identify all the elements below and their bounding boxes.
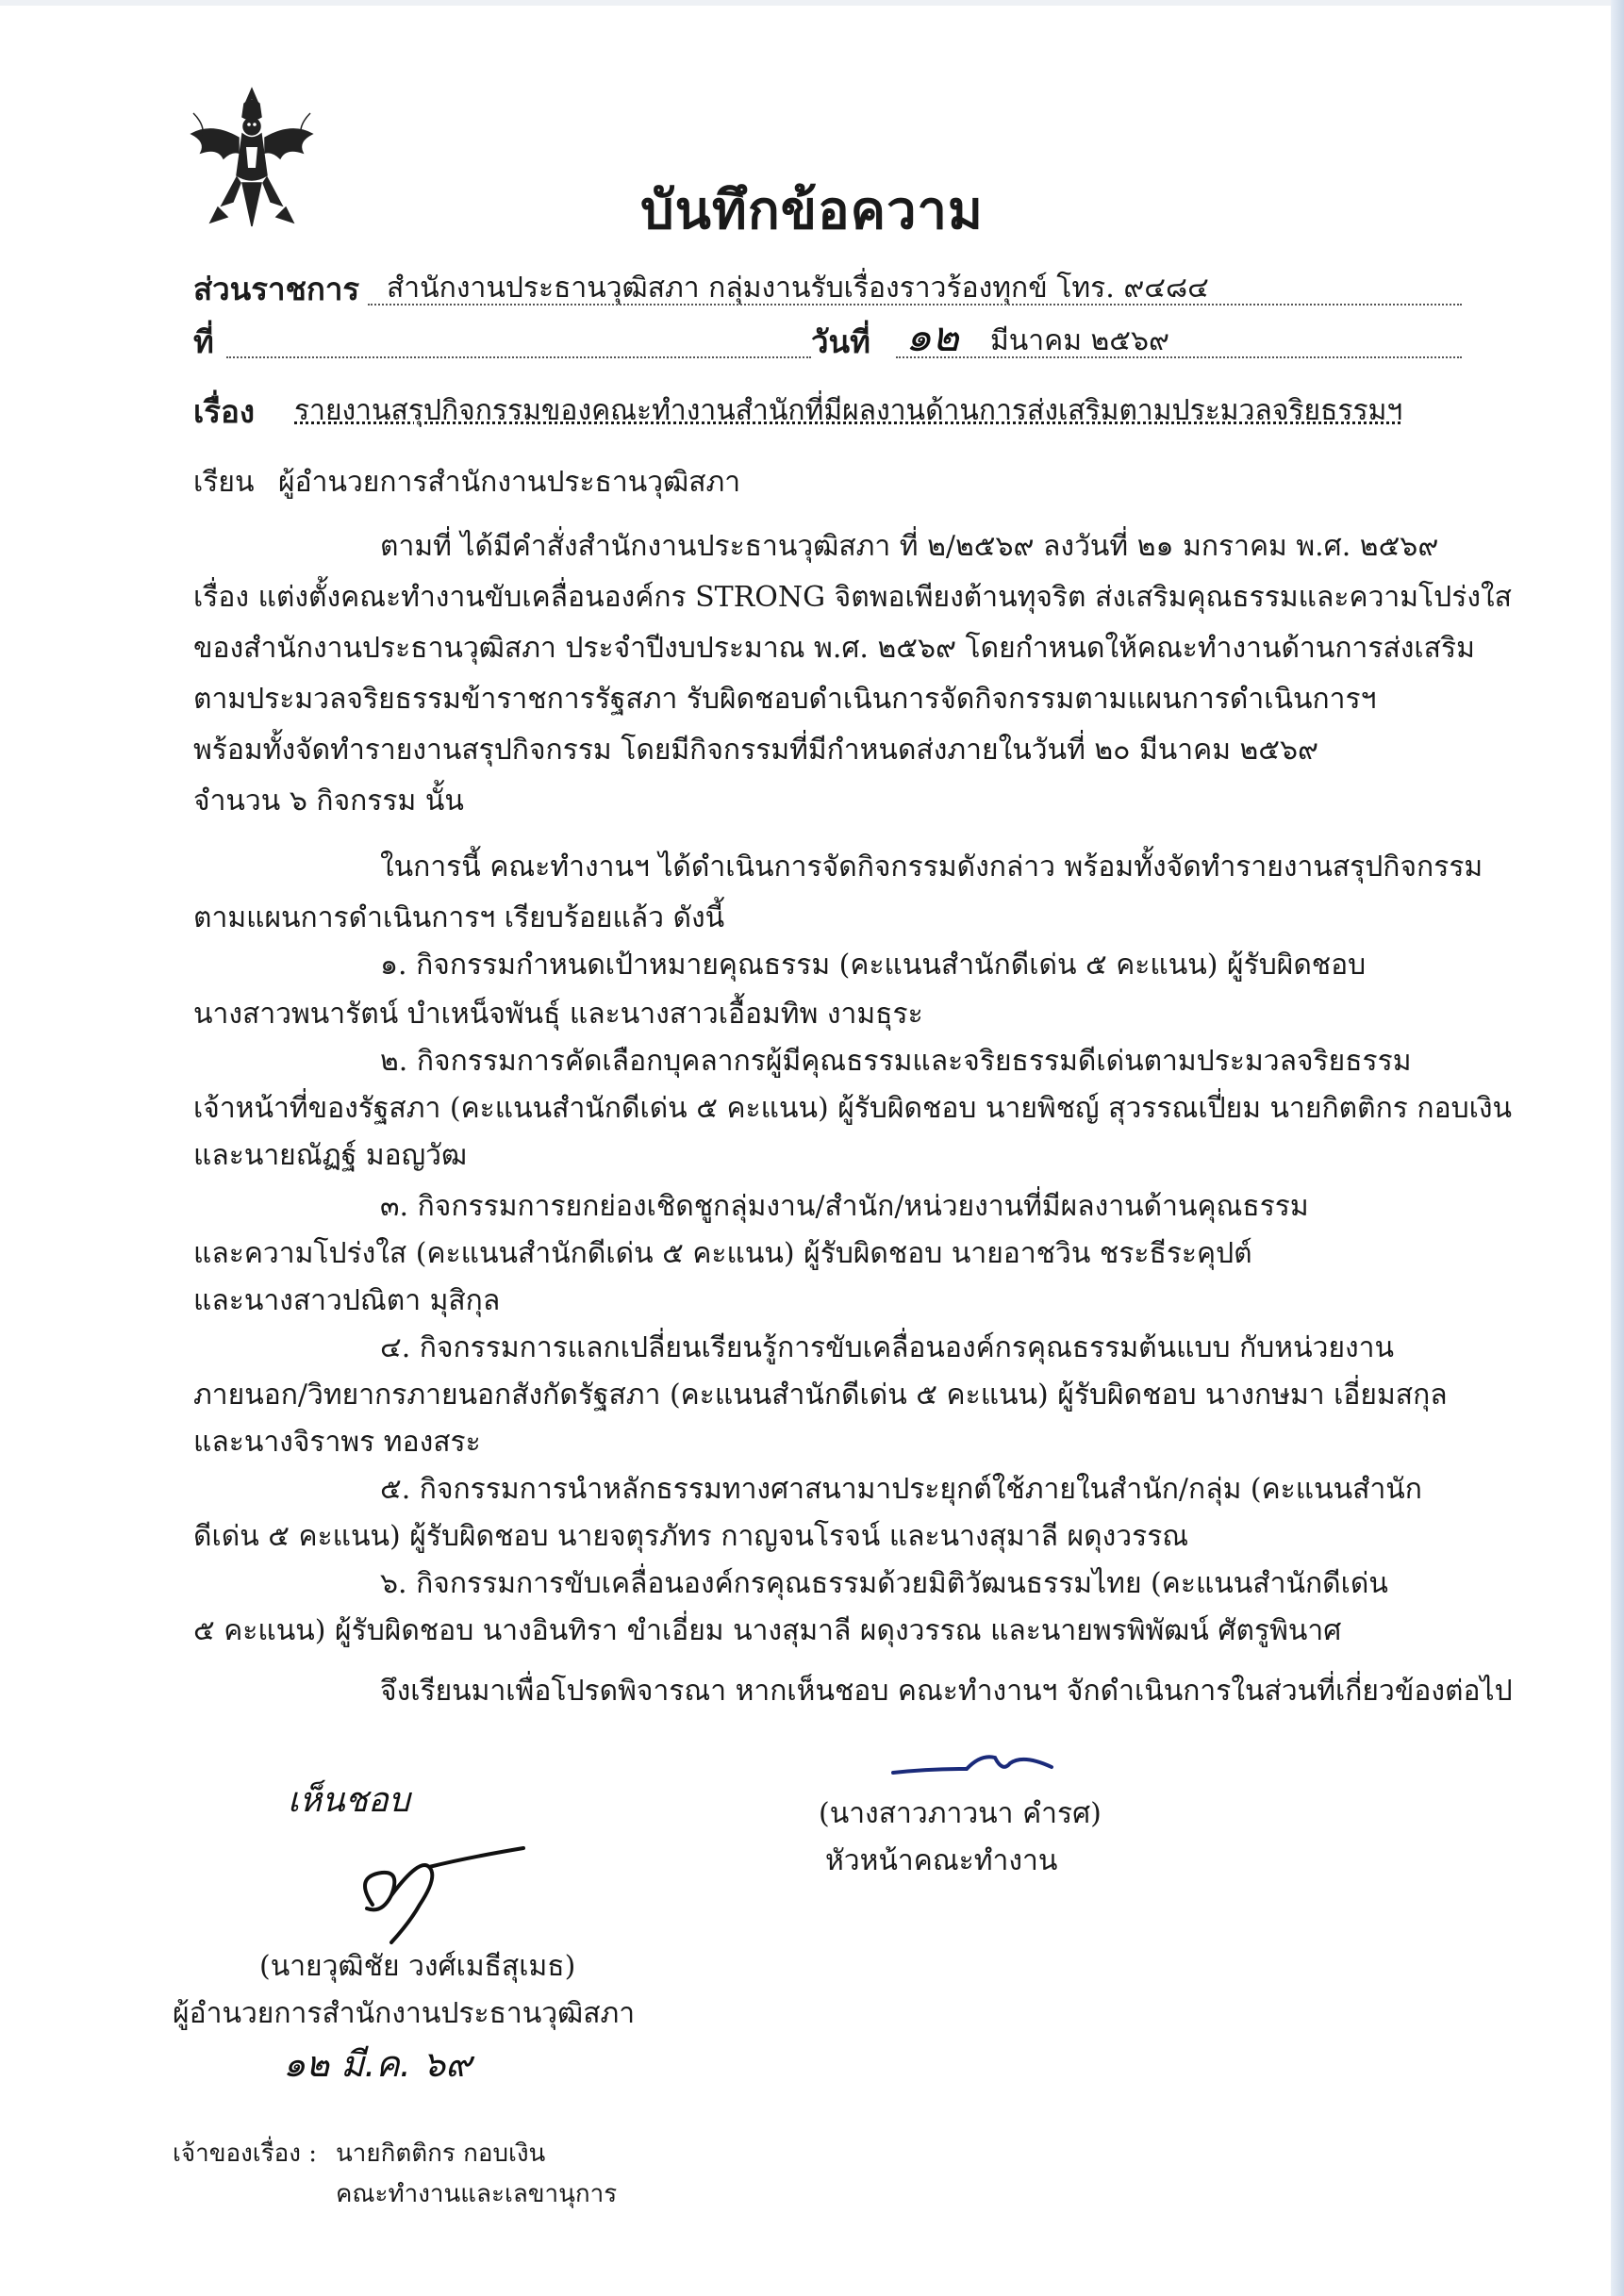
doc-number-label: ที่ xyxy=(193,323,214,360)
body-line: เรื่อง แต่งตั้งคณะทำงานขับเคลื่อนองค์กร STRONG จิตพอเพียงต้านทุจริต ส่งเสริมคุณธรรมและความโปร่งใส xyxy=(193,581,1512,614)
owner-label: เจ้าของเรื่อง : xyxy=(173,2139,317,2168)
subject-value: รายงานสรุปกิจกรรมของคณะทำงานสำนักที่มีผลงานด้านการส่งเสริมตามประมวลจริยธรรมฯ xyxy=(294,394,1403,427)
document-title: บันทึกข้อความ xyxy=(640,179,984,241)
body-line: ตามที่ ได้มีคำสั่งสำนักงานประธานวุฒิสภา ที่ ๒/๒๕๖๙ ลงวันที่ ๒๑ มกราคม พ.ศ. ๒๕๖๙ xyxy=(380,530,1439,563)
body-line: ตามประมวลจริยธรรมข้าราชการรัฐสภา รับผิดชอบดำเนินการจัดกิจกรรมตามแผนการดำเนินการฯ xyxy=(193,683,1377,716)
director-position: ผู้อำนวยการสำนักงานประธานวุฒิสภา xyxy=(173,1997,636,2030)
body-line: ในการนี้ คณะทำงานฯ ได้ดำเนินการจัดกิจกรรมดังกล่าว พร้อมทั้งจัดทำรายงานสรุปกิจกรรม xyxy=(380,851,1483,884)
body-line: เจ้าหน้าที่ของรัฐสภา (คะแนนสำนักดีเด่น ๕ คะแนน) ผู้รับผิดชอบ นายพิชญ์ สุวรรณเปี่ยม นายกิตติกร กอบเงิน xyxy=(193,1092,1513,1125)
activity-item: ๖. กิจกรรมการขับเคลื่อนองค์กรคุณธรรมด้วยมิติวัฒนธรรมไทย (คะแนนสำนักดีเด่น xyxy=(380,1567,1388,1600)
signer-right-name: (นางสาวภาวนา คำรศ) xyxy=(819,1797,1102,1830)
owner-unit: คณะทำงานและเลขานุการ xyxy=(336,2180,618,2208)
body-line: พร้อมทั้งจัดทำรายงานสรุปกิจกรรม โดยมีกิจกรรมที่มีกำหนดส่งภายในวันที่ ๒๐ มีนาคม ๒๕๖๙ xyxy=(193,734,1319,767)
handwritten-approval-date: ๑๒ มี.ค. ๖๙ xyxy=(283,2043,472,2085)
owner-name: นายกิตติกร กอบเงิน xyxy=(336,2139,546,2168)
closing-line: จึงเรียนมาเพื่อโปรดพิจารณา หากเห็นชอบ คณะทำงานฯ จักดำเนินการในส่วนที่เกี่ยวข้องต่อไป xyxy=(380,1675,1513,1708)
body-line: ของสำนักงานประธานวุฒิสภา ประจำปีงบประมาณ พ.ศ. ๒๕๖๙ โดยกำหนดให้คณะทำงานด้านการส่งเสริม xyxy=(193,632,1475,665)
body-line: ภายนอก/วิทยากรภายนอกสังกัดรัฐสภา (คะแนนสำนักดีเด่น ๕ คะแนน) ผู้รับผิดชอบ นางกษมา เอี่ยมสกุล xyxy=(193,1379,1448,1412)
body-line: ตามแผนการดำเนินการฯ เรียบร้อยแล้ว ดังนี้ xyxy=(193,901,725,934)
body-line: และนางจิราพร ทองสระ xyxy=(193,1426,481,1459)
signature-director-icon xyxy=(335,1839,533,1952)
handwritten-approval-note: เห็นชอบ xyxy=(288,1781,410,1820)
body-line: และนางสาวปณิตา มุสิกุล xyxy=(193,1284,501,1317)
salutation-value: ผู้อำนวยการสำนักงานประธานวุฒิสภา xyxy=(278,466,741,499)
activity-item: ๔. กิจกรรมการแลกเปลี่ยนเรียนรู้การขับเคลื่อนองค์กรคุณธรรมต้นแบบ กับหน่วยงาน xyxy=(380,1331,1395,1364)
activity-item: ๕. กิจกรรมการนำหลักธรรมทางศาสนามาประยุกต์ใช้ภายในสำนัก/กลุ่ม (คะแนนสำนัก xyxy=(380,1473,1422,1506)
signer-right-position: หัวหน้าคณะทำงาน xyxy=(825,1844,1058,1877)
body-line: จำนวน ๖ กิจกรรม นั้น xyxy=(193,785,464,818)
activity-item: ๒. กิจกรรมการคัดเลือกบุคลากรผู้มีคุณธรรมและจริยธรรมดีเด่นตามประมวลจริยธรรม xyxy=(380,1045,1412,1078)
director-name: (นายวุฒิชัย วงศ์เมธีสุเมธ) xyxy=(259,1950,576,1983)
date-dotline xyxy=(896,356,1462,358)
scan-edge-right xyxy=(1611,0,1624,2296)
body-line: และความโปร่งใส (คะแนนสำนักดีเด่น ๕ คะแนน) ผู้รับผิดชอบ นายอาชวิน ชระธีระคุปต์ xyxy=(193,1237,1252,1270)
agency-label: ส่วนราชการ xyxy=(193,271,360,307)
doc-number-dotline xyxy=(226,356,811,358)
activity-item: ๓. กิจกรรมการยกย่องเชิดชูกลุ่มงาน/สำนัก/หน่วยงานที่มีผลงานด้านคุณธรรม xyxy=(380,1190,1309,1223)
handwritten-date-day: ๑๒ xyxy=(905,313,959,361)
body-line: และนายณัฏฐ์ มอญวัฒ xyxy=(193,1139,468,1172)
salutation-label: เรียน xyxy=(193,466,255,499)
body-line: ดีเด่น ๕ คะแนน) ผู้รับผิดชอบ นายจตุรภัทร กาญจนโรจน์ และนางสุมาลี ผดุงวรรณ xyxy=(193,1520,1189,1553)
body-line: นางสาวพนารัตน์ บำเหน็จพันธุ์ และนางสาวเอื้อมทิพ งามธุระ xyxy=(193,998,923,1031)
subject-label: เรื่อง xyxy=(193,393,255,430)
date-label: วันที่ xyxy=(811,323,870,360)
date-month-year: มีนาคม ๒๕๖๙ xyxy=(990,324,1170,357)
body-line: ๕ คะแนน) ผู้รับผิดชอบ นางอินทิรา ขำเอี่ยม นางสุมาลี ผดุงวรรณ และนายพรพิพัฒน์ ศัตรูพินาศ xyxy=(193,1614,1342,1647)
agency-value: สำนักงานประธานวุฒิสภา กลุ่มงานรับเรื่องราวร้องทุกข์ โทร. ๙๔๘๔ xyxy=(387,272,1209,305)
activity-item: ๑. กิจกรรมกำหนดเป้าหมายคุณธรรม (คะแนนสำนักดีเด่น ๕ คะแนน) ผู้รับผิดชอบ xyxy=(380,949,1367,982)
signature-right-icon xyxy=(891,1744,1061,1782)
scan-edge-top xyxy=(0,0,1624,6)
